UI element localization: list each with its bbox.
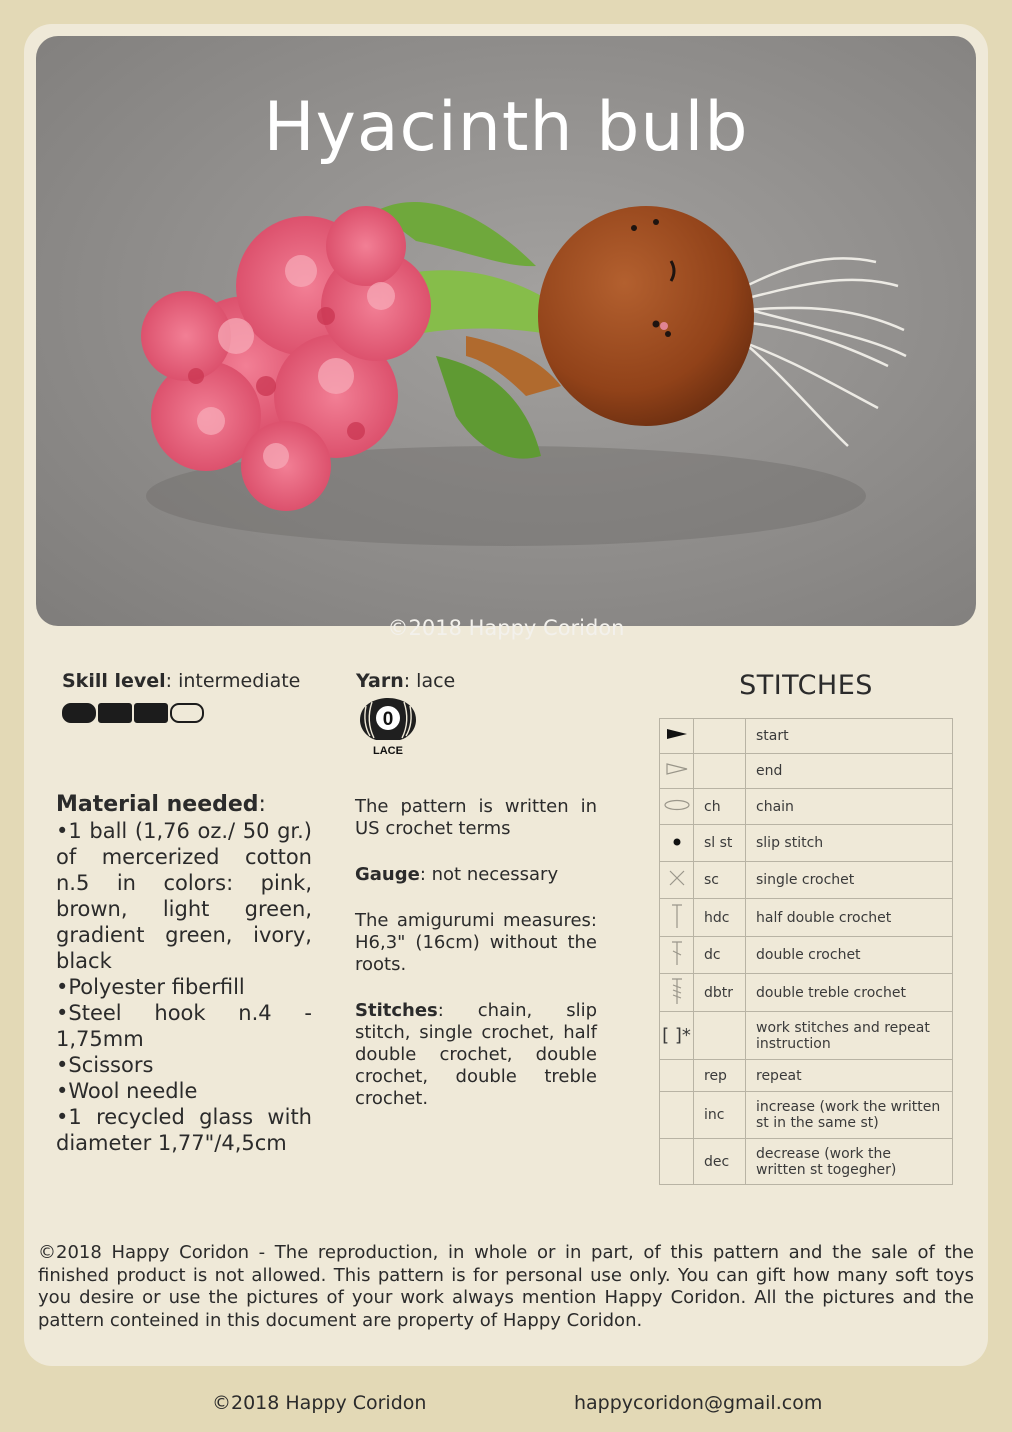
stitch-symbol-empty [660, 1092, 694, 1139]
product-photo [36, 36, 976, 640]
material-list [56, 792, 312, 1156]
end-triangle-outline-icon [660, 754, 694, 789]
footer-brand: ©2018 Happy Coridon [212, 1392, 427, 1414]
yarn-icon-number: 0 [382, 709, 394, 730]
double-treble-crochet-icon [660, 974, 694, 1012]
stitches-note: Stitches: chain, slip stitch, single crochet, half double crochet, double crochet, double treble crochet. [355, 1000, 597, 1109]
stitch-row [660, 789, 953, 825]
material-item: •Steel hook n.4 - 1,75mm [56, 1001, 312, 1051]
slip-stitch-dot-icon [660, 825, 694, 862]
stitch-abbreviation: sc [694, 862, 746, 899]
stitch-row [660, 1092, 953, 1139]
material-item: •Scissors [56, 1053, 154, 1077]
stitch-name: chain [746, 789, 953, 825]
yarn-value: : lace [403, 670, 456, 692]
stitch-abbreviation: sl st [694, 825, 746, 862]
stitch-abbreviation: dec [694, 1139, 746, 1185]
stitch-row [660, 1139, 953, 1185]
yarn-weight [356, 670, 455, 692]
stitch-name: increase (work the written st in the same st) [746, 1092, 953, 1139]
stitch-name: decrease (work the written st togegher) [746, 1139, 953, 1185]
photo-credit: ©2018 Happy Coridon [387, 616, 625, 640]
skill-level-label: Skill level [62, 670, 166, 692]
stitch-name: slip stitch [746, 825, 953, 862]
stitch-row [660, 1060, 953, 1092]
stitch-name: single crochet [746, 862, 953, 899]
stitch-row [660, 719, 953, 754]
stitch-symbol-empty [660, 1060, 694, 1092]
skill-segment-filled [99, 704, 131, 722]
copyright-notice: ©2018 Happy Coridon - The reproduction, in whole or in part, of this pattern and the sale of the finished product is not allowed. This pattern is for personal use only. You can gift how many soft toys you desire or use the pictures of your work always mention Happy Coridon. All the pictures and the pattern conteined in this document are property of Happy Coridon. [38, 1242, 974, 1331]
stitch-abbreviation: dbtr [694, 974, 746, 1012]
repeat-bracket-symbol: [ ]* [660, 1012, 694, 1060]
stitch-abbreviation: dc [694, 937, 746, 974]
yarn-label: Yarn [356, 670, 404, 692]
stitch-abbreviation: hdc [694, 899, 746, 937]
measures-note: The amigurumi measures: H6,3" (16cm) without the roots. [355, 910, 597, 975]
stitch-row [660, 1012, 953, 1060]
lace-yarn-icon [356, 696, 420, 760]
stitch-abbreviation: rep [694, 1060, 746, 1092]
stitch-abbreviation [694, 719, 746, 754]
stitches-heading: STITCHES [739, 670, 873, 701]
material-item: •Wool needle [56, 1079, 198, 1103]
double-crochet-icon [660, 937, 694, 974]
terms-note: The pattern is written in US crochet terms [355, 796, 597, 839]
skill-segment-filled [63, 704, 95, 722]
stitch-name: half double crochet [746, 899, 953, 937]
pattern-notes [355, 796, 597, 1134]
stitch-row [660, 754, 953, 789]
stitch-abbreviation [694, 1012, 746, 1060]
stitch-name: end [746, 754, 953, 789]
skill-level [62, 670, 300, 692]
half-double-crochet-icon [660, 899, 694, 937]
stitch-name: double crochet [746, 937, 953, 974]
material-item: •1 recycled glass with diameter 1,77"/4,5cm [56, 1105, 312, 1155]
single-crochet-x-icon [660, 862, 694, 899]
stitch-name: repeat [746, 1060, 953, 1092]
stitch-symbol-empty [660, 1139, 694, 1185]
skill-level-value: : intermediate [165, 670, 301, 692]
material-item: •1 ball (1,76 oz./ 50 gr.) of mercerized cotton n.5 in colors: pink, brown, light green, gradient green, ivory, black [56, 819, 312, 973]
stitch-abbreviation: inc [694, 1092, 746, 1139]
stitch-row [660, 862, 953, 899]
yarn-icon-text: LACE [373, 745, 403, 757]
stitch-row [660, 974, 953, 1012]
material-heading: Material needed: [56, 792, 266, 817]
stitches-table [659, 718, 953, 1185]
stitch-row [660, 899, 953, 937]
gauge-note: Gauge: not necessary [355, 864, 559, 885]
footer-email: happycoridon@gmail.com [574, 1392, 823, 1414]
skill-level-meter [62, 702, 204, 724]
page-title: Hyacinth bulb [263, 88, 749, 167]
stitch-abbreviation [694, 754, 746, 789]
stitch-name: double treble crochet [746, 974, 953, 1012]
stitch-row [660, 937, 953, 974]
skill-segment-empty [171, 704, 203, 722]
skill-segment-filled [135, 704, 167, 722]
start-triangle-filled-icon [660, 719, 694, 754]
chain-oval-icon [660, 789, 694, 825]
stitch-name: start [746, 719, 953, 754]
stitch-name: work stitches and repeat instruction [746, 1012, 953, 1060]
stitch-abbreviation: ch [694, 789, 746, 825]
material-item: •Polyester fiberfill [56, 975, 245, 999]
stitch-row [660, 825, 953, 862]
